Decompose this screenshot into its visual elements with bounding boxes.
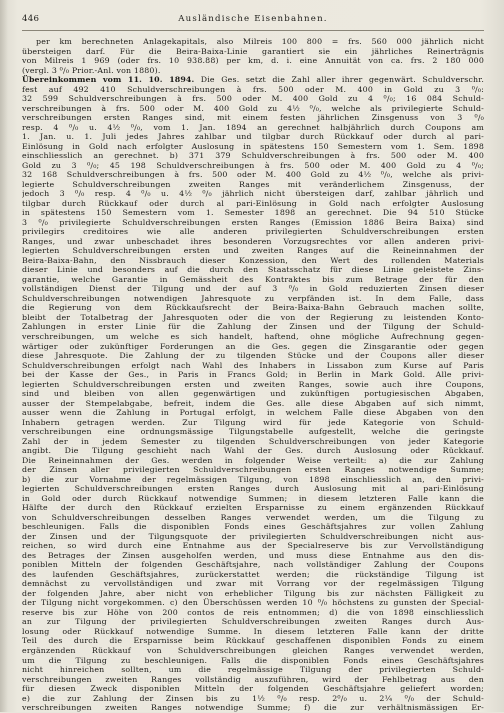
text-line: legierten Schuldverschreibungen ersten und zweiten Ranges, sowie auch ihre Coupons,	[22, 379, 484, 389]
text-line: Teil des durch die Ersparnisse beim Rückkauf geschaffenen disponiblen Fonds zu einem	[22, 636, 484, 646]
text-line: poniblen Mitteln der folgenden Geschäftsjahre, nach vollständiger Zahlung der Coupons	[22, 560, 484, 570]
text-line: übersteigen darf. Für die Beira-Baixa-Linie garantiert sie ein jährliches Reinerträgnis	[22, 46, 484, 56]
text-line: wärtiger oder zukünftiger Forderungen an die Ges. gegen die Zinsgarantie oder gegen	[22, 341, 484, 351]
text-line: vollständigen Dienst der Tilgung und der auf 3 ⁰/₀ in Gold reduzierten Zinsen dieser	[22, 284, 484, 294]
text-line: beschleunigen. Falls die disponiblen Fonds eines Geschäftsjahres zur vollen Zahlung	[22, 522, 484, 532]
page-header	[22, 14, 484, 31]
page-number: 446	[22, 14, 40, 24]
text-line: Beira-Baixa-Bahn, den Nissbrauch dieser Konzession, den Wert des rollenden Materials	[22, 255, 484, 265]
text-line: Gold zu 3 ⁰/₀; 45 198 Schuldverschreibungen à frs. 500 oder M. 400 Gold zu 4 ⁰/₀;	[22, 160, 484, 170]
text-line: der Zinsen aller privilegierten Schuldverschreibungen ersten Ranges notwendige Summe;	[22, 465, 484, 475]
text-line: b) die zur Vornahme der regelmässigen Tilgung, von 1898 einschliesslich an, den privi-	[22, 474, 484, 484]
text-line: sind und bleiben von allen gegenwärtigen und zukünftigen portugiesischen Abgaben,	[22, 389, 484, 399]
text-line: des Betrages der Zinsen ausgeholfen werden, und muss diese Entnahme aus den dis-	[22, 550, 484, 560]
text-line: bleibt der Totalbetrag der Jahresquoten oder die von der Regierung zu leistenden Konto-	[22, 312, 484, 322]
text-line: der Zinsen und der Tilgungsquote der privilegierten Schuldverschreibungen nicht aus-	[22, 531, 484, 541]
text-line: Einlösung in Gold nach erfolgter Auslosung in spätestens 150 Semestern vom 1. Sem. 1898	[22, 141, 484, 151]
binding-shadow	[0, 0, 8, 712]
text-line: Hälfte der durch den Rückkauf erzielten Ersparnisse zu einem ergänzenden Rückkauf	[22, 503, 484, 513]
text-line: in spätestens 150 Semestern vom 1. Semester 1898 an gerechnet. Die 94 510 Stücke	[22, 208, 484, 218]
text-line: diese Jahresquote. Die Zahlung der zu tilgenden Stücke und der Coupons aller dieser	[22, 351, 484, 361]
text-line: verschreibungen eine ordnungsmässige Tilgungstabelle aufgestellt, welche die geringste	[22, 427, 484, 437]
text-line: Schuldverschreibungen notwendigen Jahresquote zu verpfänden ist. In dem Falle, dass	[22, 293, 484, 303]
text-line: losung oder Rückkauf notwendige Summe. In diesem letzteren Falle kann der dritte	[22, 626, 484, 636]
text-line: für diesen Zweck disponiblen Mitteln der folgenden Geschäftsjahre geliefert worden;	[22, 684, 484, 694]
text-line: 1. Jan. u. 1. Juli jedes Jahres zahlbar und tilgbar durch Rückkauf oder durch al pari-	[22, 132, 484, 142]
text-line: (vergl. 3 ⁰/₀ Prior.-Anl. von 1880).	[22, 65, 161, 75]
body-text	[22, 37, 484, 713]
text-line: legierte Schuldverschreibungen zweiten Ranges mit veränderlichem Zinsgenuss, der	[22, 179, 484, 189]
text-line: von Schuldverschreibungen desselben Ranges verwendet werden, um die Tilgung zu	[22, 512, 484, 522]
text-line: reserve bis zur Höhe von 200 contos de reis entnommen; d) die von 1898 einschliesslich	[22, 607, 484, 617]
text-line: privilegirs creditoires wie alle anderen privilegierten Schuldverschreibungen ersten	[22, 227, 484, 237]
text-line: Die Reineinnahmen der Ges. werden in folgender Weise verteilt: a) die zur Zahlung	[22, 455, 484, 465]
text-line: e) die zur Zahlung der Zinsen bis zu 1½ ⁰/₀ resp. 2⁰/₀ u. 2¼ ⁰/₀ der Schuld-	[22, 693, 484, 703]
text-line: Ranges, und zwar unbeschadet ihres besonderen Vorzugsrechtes vor allen anderen privi-	[22, 236, 484, 246]
text-line: legierten Schuldverschreibungen ersten Ranges durch Auslosung mit al pari-Einlösung	[22, 484, 484, 494]
text-line: garantie, welche Garantie in Gemässheit des Kontraktes bis zum Betrage der für den	[22, 274, 484, 284]
section-first-line-text: Die Ges. setzt die Zahl aller ihrer gegenwärt. Schuldverschr.	[200, 75, 484, 85]
text-line: verschreibungen ersten Ranges sind, mit einem festen jährlichen Zinsgenuss von 3 ⁰/₀	[22, 113, 484, 123]
text-line: verschreibungen zweiten Ranges vollständig auszuführen, wird der Fehlbetrag aus den	[22, 674, 484, 684]
text-line: angibt. Die Tilgung geschieht nach Wahl der Ges. durch Auslosung oder Rückkauf.	[22, 446, 484, 456]
text-line: legierten Schuldverschreibungen ersten und zweiten Ranges auf die Reineinnahmen der	[22, 246, 484, 256]
text-line: Zahlungen in erster Linie für die Zahlung der Zinsen und der Tilgung der Schuld-	[22, 322, 484, 332]
text-line: resp. 4 ⁰/₀ u. 4½ ⁰/₀, vom 1. Jan. 1894 an gerechnet halbjährlich durch Coupons am	[22, 122, 484, 132]
text-line: verschreibungen, um welche es sich handelt, haftend, ohne mögliche Aufrechnung gegen-	[22, 331, 484, 341]
text-line: demnächst zu vervollständigen und zwar mit Vorrang vor der regelmässigen Tilgung	[22, 579, 484, 589]
section-heading: Übereinkommen vom 11. 10. 1894.	[22, 75, 195, 85]
text-line: fest auf 492 410 Schuldverschreibungen à frs. 500 oder M. 400 in Gold zu 3 ⁰/₀:	[22, 84, 484, 94]
text-line: verschreibungen à frs. 500 oder M. 400 Gold zu 4½ ⁰/₀, welche als privilegierte Schuld-	[22, 103, 484, 113]
text-line: per km berechneten Anlagekapitals, also Milreis 100 800 = frs. 560 000 jährlich nicht	[36, 37, 484, 46]
text-line: des laufenden Geschäftsjahres, zurückerstattet werden; die rückständige Tilgung ist	[22, 569, 484, 579]
text-line: die Regierung von dem Rückkaufsrecht der Beira-Baixa-Bahn Gebrauch machen sollte,	[22, 303, 484, 313]
text-line: ausser wenn die Zahlung in Portugal erfolgt, in welchem Falle diese Abgaben von den	[22, 408, 484, 418]
text-line: verschreibungen zweiten Ranges notwendige Summe; f) die zur verhältnismässigen Er-	[22, 703, 484, 713]
text-line: 32 599 Schuldverschreibungen à frs. 500 oder M. 400 Gold zu 4 ⁰/₀; 16 084 Schuld-	[22, 94, 484, 104]
text-line: dieser Linie und besonders auf die durch den Staatsschatz für diese Linie geleistete Zins-	[22, 265, 484, 275]
section-first-line	[22, 75, 484, 85]
text-line: von Milreis 1 969 (oder frs. 10 938.88) per km, d. i. eine Annuität von ca. frs. 2 180 000	[22, 56, 484, 66]
text-line: reichen, so wird durch eine Entnahme aus der Specialreserve bis zur Vervollständigung	[22, 541, 484, 551]
text-line: um die Tilgung zu beschleunigen. Falls die disponiblen Fonds eines Geschäftsjahres	[22, 655, 484, 665]
text-line: tilgbar durch Rückkauf oder durch al pari-Einlösung in Gold nach erfolgter Auslosung	[22, 198, 484, 208]
text-line: 32 168 Schuldverschreibungen à frs. 500 oder M. 400 Gold zu 4½ ⁰/₀, welche als privi-	[22, 170, 484, 180]
text-line: der folgenden Jahre, aber nicht von erheblicher Tilgung bis zur nächsten Fälligkeit zu	[22, 588, 484, 598]
text-line: jedoch 3 ⁰/₀ resp. 4 ⁰/₀ u. 4½ ⁰/₀ jährlich nicht übersteigen darf, zahlbar jährlich und	[22, 189, 484, 199]
text-line: einschliesslich an gerechnet. b) 371 379 Schuldverschreibungen à frs. 500 oder M. 400	[22, 151, 484, 161]
text-line: der Tilgung nicht vorgekommen. c) den Überschüssen werden 10 ⁰/₀ höchstens zu gunsten der Special-	[22, 598, 484, 608]
text-line: nicht hinreichen sollten, um die regelmässige Tilgung der privilegierten Schuld-	[22, 665, 484, 675]
paragraph-guarantee	[22, 37, 484, 75]
text-line: an zur Tilgung der privilegierten Schuldverschreibungen zweiten Ranges durch Aus-	[22, 617, 484, 627]
text-line: Inhabern getragen werden. Zur Tilgung wird für jede Kategorie von Schuld-	[22, 417, 484, 427]
text-line: 3 ⁰/₀ privilegierte Schuldverschreibungen ersten Ranges (Emission 1886 Beira Baixa) sind	[22, 217, 484, 227]
text-line: ausser der Stempelabgabe, befreit, indem die Ges. alle diese Abgaben auf sich nimmt,	[22, 398, 484, 408]
text-line: bei der Kasse der Ges., in Paris in Francs Gold; in Berlin in Mark Gold. Alle privi-	[22, 370, 484, 380]
text-line: Schuldverschreibungen erfolgt nach Wahl des Inhabers in Lissabon zum Kurse auf Paris	[22, 360, 484, 370]
text-line: in Gold oder durch Rückkauf notwendige Summen; in diesem letzteren Falle kann die	[22, 493, 484, 503]
paragraph-agreement	[22, 85, 484, 713]
text-line: Zahl der in jedem Semester zu tilgenden Schuldverschreibungen von jeder Kategorie	[22, 436, 484, 446]
text-line: ergänzenden Rückkauf von Schuldverschreibungen gleichen Ranges verwendet werden,	[22, 646, 484, 655]
running-head: Ausländische Eisenbahnen.	[178, 14, 328, 24]
